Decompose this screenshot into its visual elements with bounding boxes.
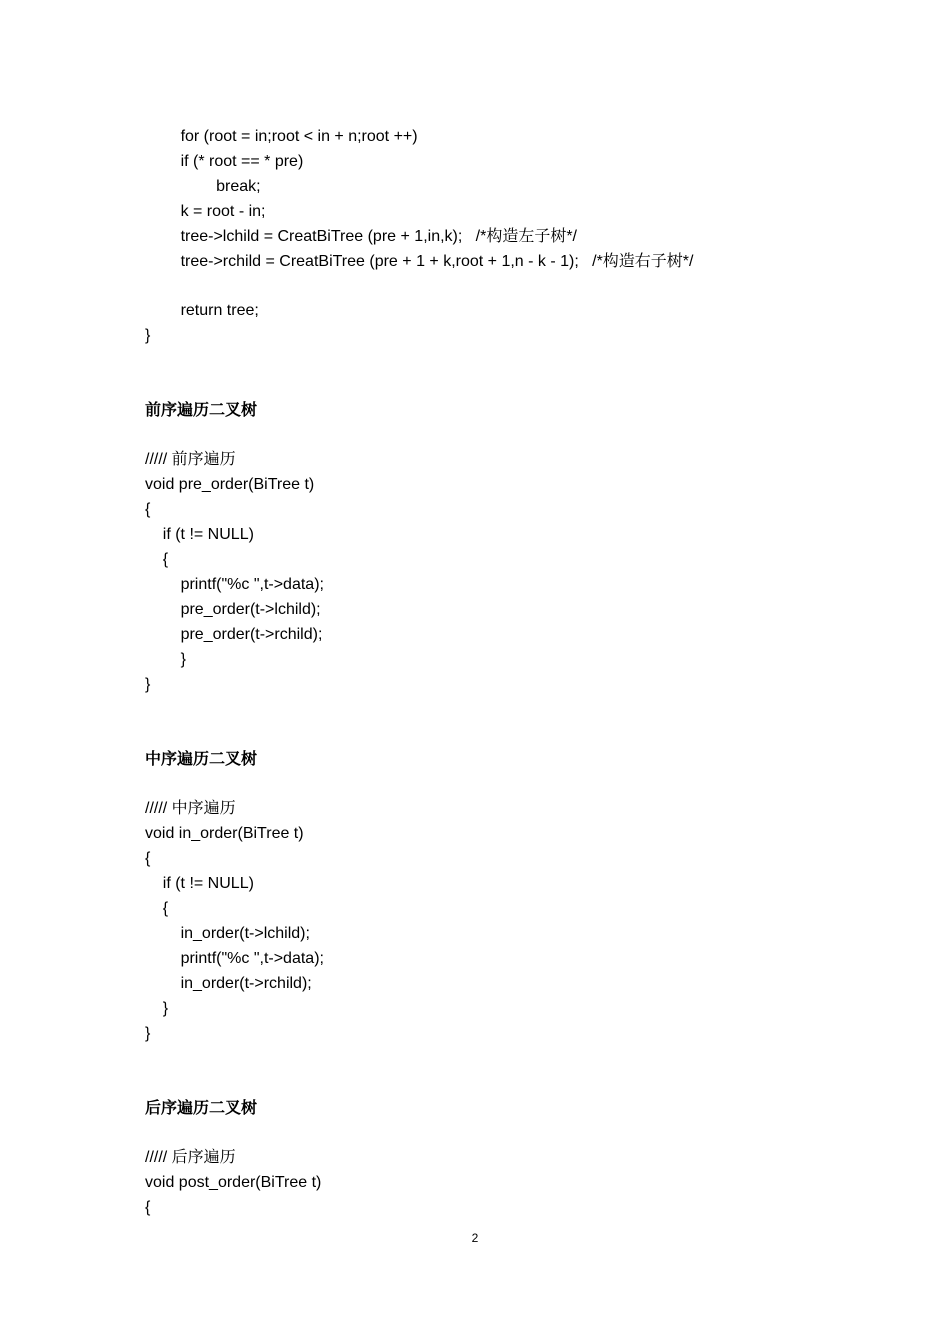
code-line: in_order(t->rchild); <box>145 975 312 992</box>
code-line: } <box>145 327 151 344</box>
code-line: for (root = in;root < in + n;root ++) <box>145 128 418 145</box>
code-line: } <box>145 1025 151 1042</box>
code-line: void post_order(BiTree t) <box>145 1174 322 1191</box>
section-heading: 中序遍历二叉树 <box>145 751 258 768</box>
section-heading: 后序遍历二叉树 <box>145 1100 258 1117</box>
code-line: ///// 中序遍历 <box>145 800 236 817</box>
code-line: { <box>145 850 151 867</box>
code-line: ///// 后序遍历 <box>145 1149 236 1166</box>
page-number: 2 <box>471 1231 479 1245</box>
code-line: if (* root == * pre) <box>145 153 304 170</box>
code-line: break; <box>145 178 261 195</box>
code-line: return tree; <box>145 302 259 319</box>
code-line: pre_order(t->rchild); <box>145 626 323 643</box>
code-line: { <box>145 900 169 917</box>
code-line: { <box>145 501 151 518</box>
code-line: tree->lchild = CreatBiTree (pre + 1,in,k); /*构造左子树*/ <box>145 228 577 245</box>
code-line: in_order(t->lchild); <box>145 925 310 942</box>
code-line: if (t != NULL) <box>145 875 254 892</box>
code-line: tree->rchild = CreatBiTree (pre + 1 + k,root + 1,n - k - 1); /*构造右子树*/ <box>145 253 694 270</box>
code-line: { <box>145 1199 151 1216</box>
code-line: { <box>145 551 169 568</box>
code-line: } <box>145 676 151 693</box>
code-line: } <box>145 1000 169 1017</box>
code-line: void in_order(BiTree t) <box>145 825 304 842</box>
code-line: k = root - in; <box>145 203 266 220</box>
code-line: void pre_order(BiTree t) <box>145 476 315 493</box>
code-line: if (t != NULL) <box>145 526 254 543</box>
code-line: printf("%c ",t->data); <box>145 576 324 593</box>
code-line: } <box>145 651 186 668</box>
code-line: ///// 前序遍历 <box>145 451 236 468</box>
code-line: pre_order(t->lchild); <box>145 601 321 618</box>
section-heading: 前序遍历二叉树 <box>145 402 258 419</box>
code-line: printf("%c ",t->data); <box>145 950 324 967</box>
